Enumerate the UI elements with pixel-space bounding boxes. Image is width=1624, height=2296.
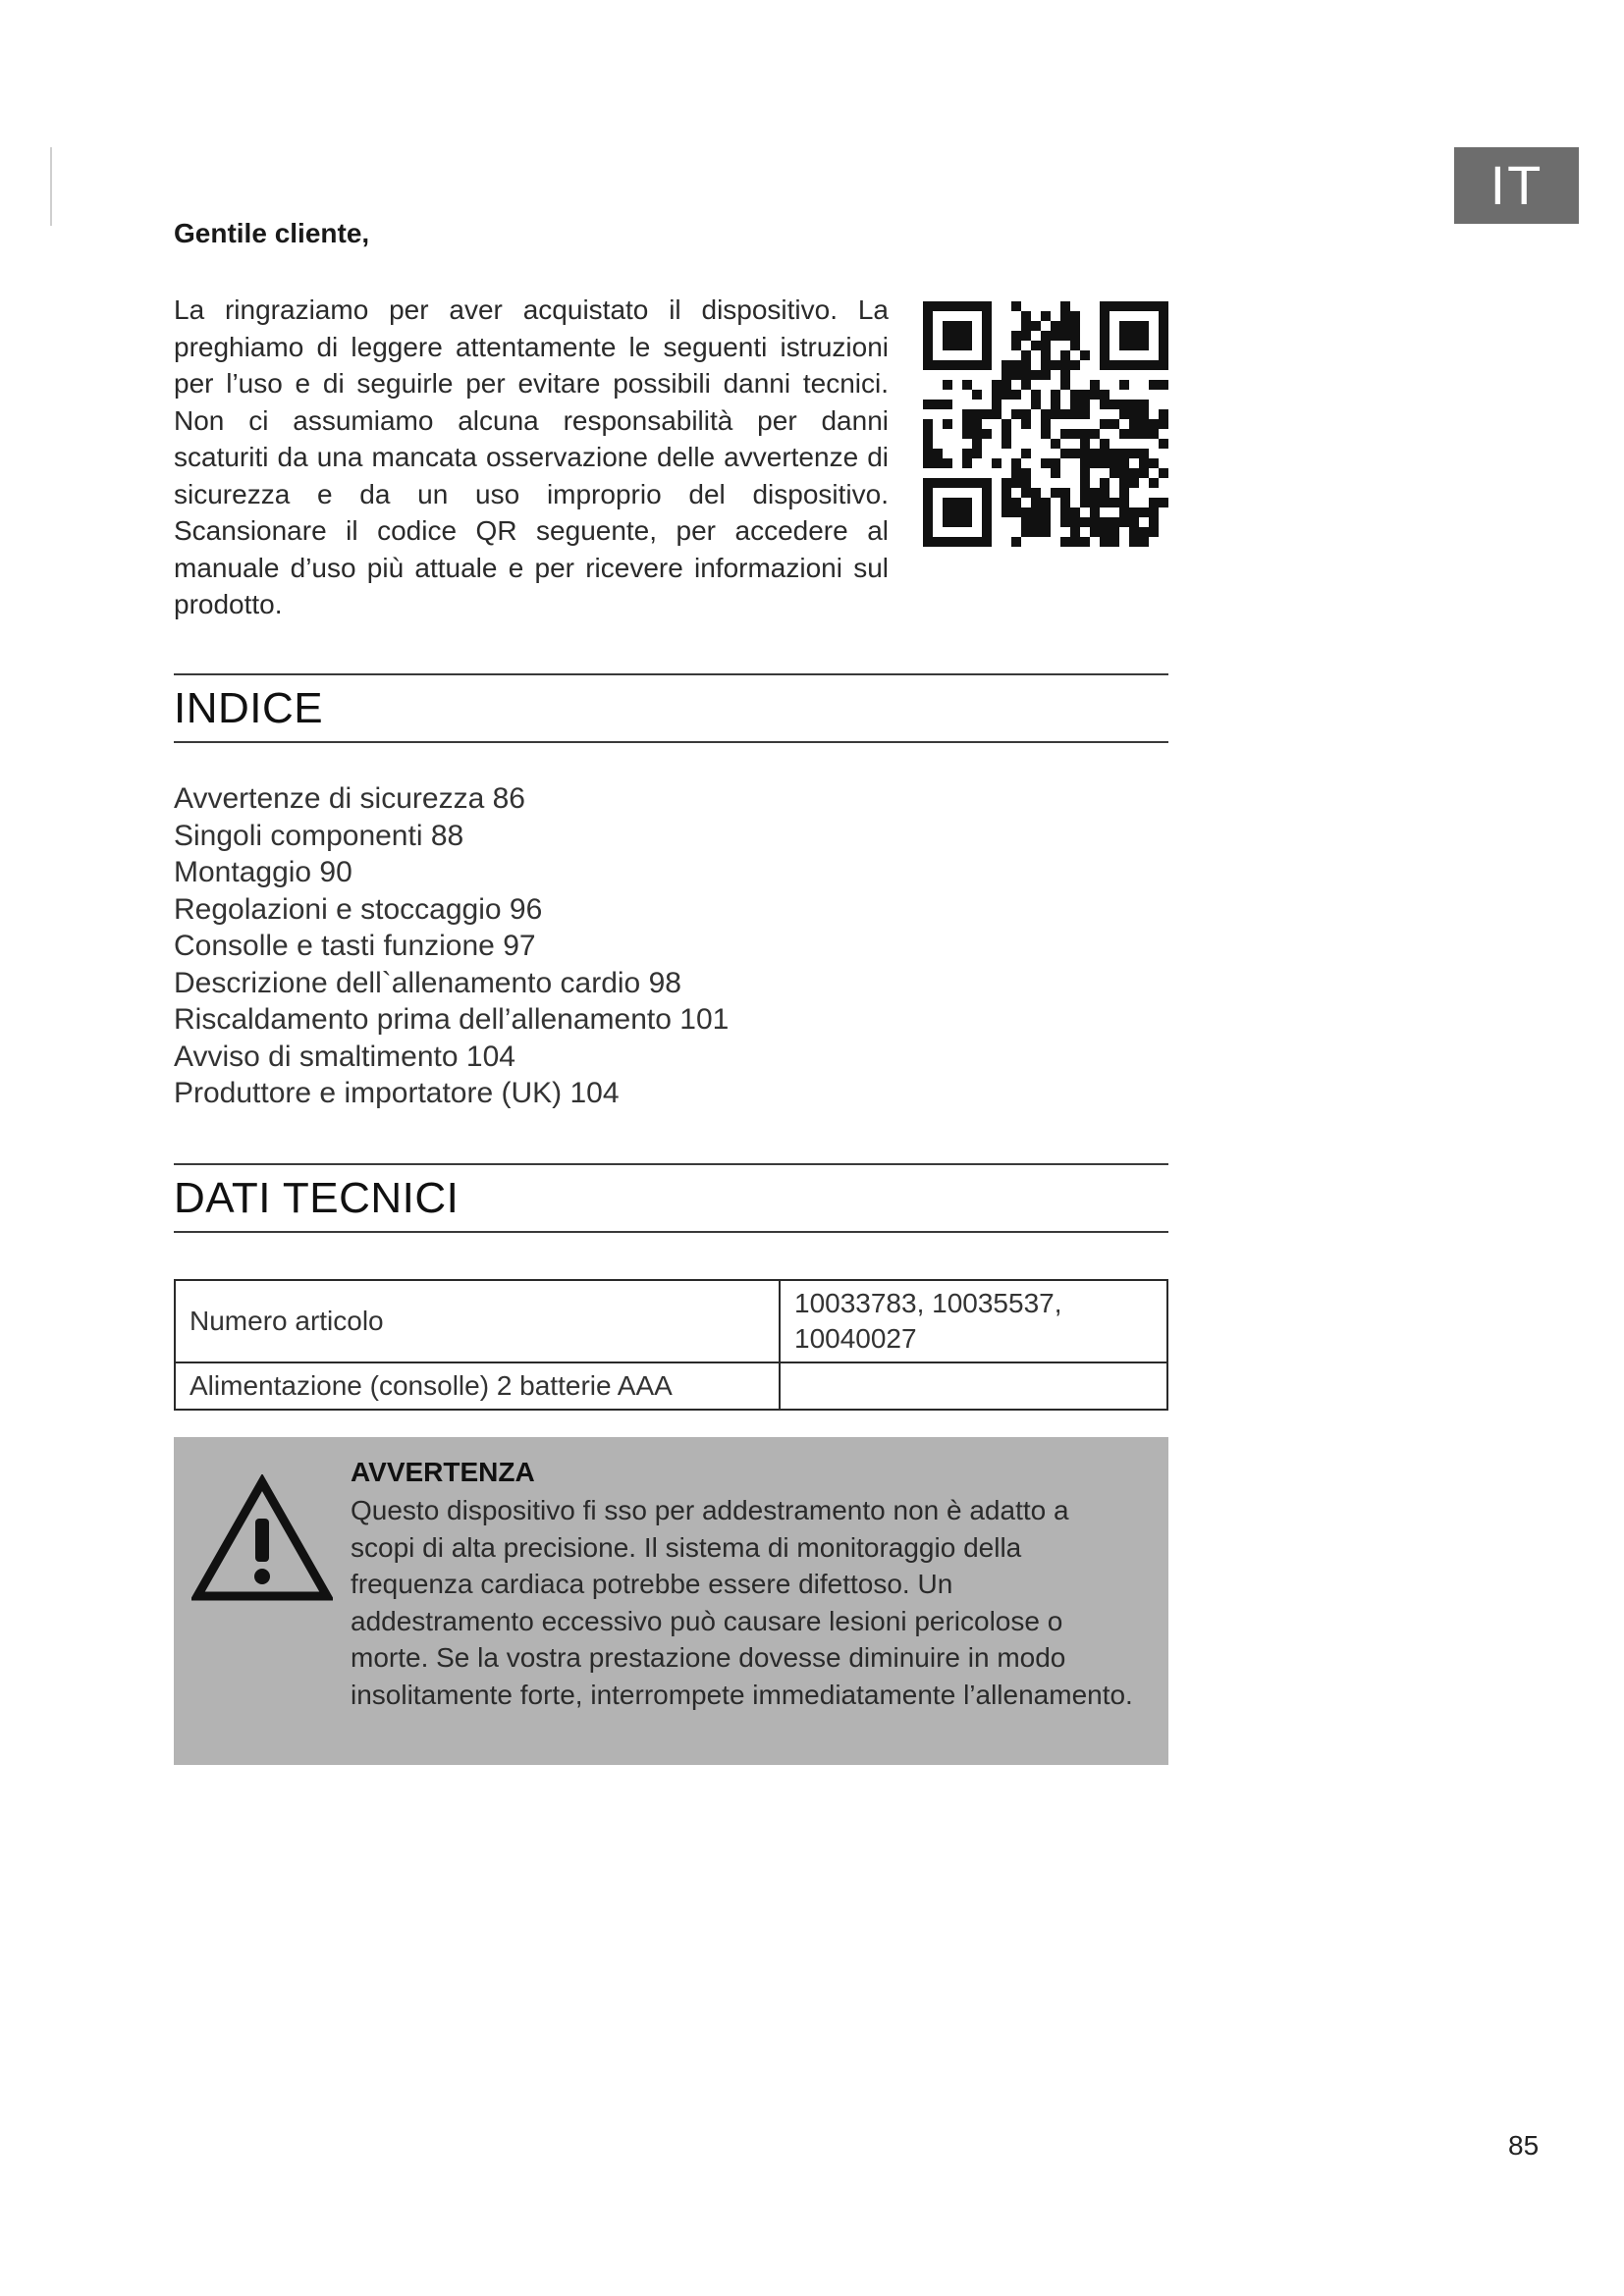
index-item: Singoli componenti 88 [174, 819, 464, 852]
index-list [174, 780, 729, 1112]
table-row [175, 1362, 1167, 1410]
index-item: Avviso di smaltimento 104 [174, 1040, 515, 1073]
warning-title: AVVERTENZA [351, 1457, 535, 1487]
intro-paragraph: La ringraziamo per aver acquistato il dispositivo. La preghiamo di leggere attentamente le seguenti istruzioni per l’uso e di seguirle per evitare possibili danni tecnici. Non ci assumiamo alcuna responsabilità per danni scaturiti da una mancata osservazione delle avvertenze di sicurezza e da un uso improprio del dispositivo. Scansionare il codice QR seguente, per accedere al manuale d’uso più attuale e per ricevere informazioni sul prodotto. [174, 294, 889, 619]
greeting: Gentile cliente, [174, 218, 370, 248]
language-tab: IT [1454, 147, 1579, 224]
table-row [175, 1280, 1167, 1362]
index-item: Regolazioni e stoccaggio 96 [174, 892, 543, 926]
index-item: Consolle e tasti funzione 97 [174, 930, 536, 962]
specs-title: DATI TECNICI [174, 1174, 460, 1222]
specs-heading [174, 1163, 1168, 1233]
warning-box [174, 1437, 1168, 1765]
margin-line [50, 147, 52, 226]
warning-text: Questo dispositivo fi sso per addestramento non è adatto a scopi di alta precisione. Il sistema di monitoraggio della frequenza cardiaca potrebbe essere difettoso. Un addestramento eccessivo può causare lesioni pericolose o morte. Se la vostra prestazione dovesse diminuire in modo insolitamente forte, interrompete immediatamente l’allenamento. [351, 1495, 1133, 1710]
warning-triangle-icon [191, 1474, 333, 1602]
table-cell: 10033783, 10035537, 10040027 [780, 1280, 1167, 1362]
qr-code-icon[interactable] [923, 301, 1168, 547]
table-cell: Alimentazione (consolle) 2 batterie AAA [175, 1362, 780, 1410]
index-heading [174, 673, 1168, 743]
index-title: INDICE [174, 684, 324, 732]
index-item: Riscaldamento prima dell’allenamento 101 [174, 1003, 730, 1036]
index-item: Produttore e importatore (UK) 104 [174, 1077, 620, 1109]
rule-bottom [174, 741, 1168, 743]
specs-table [174, 1279, 1168, 1411]
index-item: Montaggio 90 [174, 856, 352, 888]
index-item: Descrizione dell`allenamento cardio 98 [174, 966, 681, 999]
table-cell: Numero articolo [175, 1280, 780, 1362]
index-item: Avvertenze di sicurezza 86 [174, 782, 525, 815]
rule-bottom [174, 1231, 1168, 1233]
table-cell [780, 1362, 1167, 1410]
page-number: 85 [1508, 2130, 1540, 2161]
